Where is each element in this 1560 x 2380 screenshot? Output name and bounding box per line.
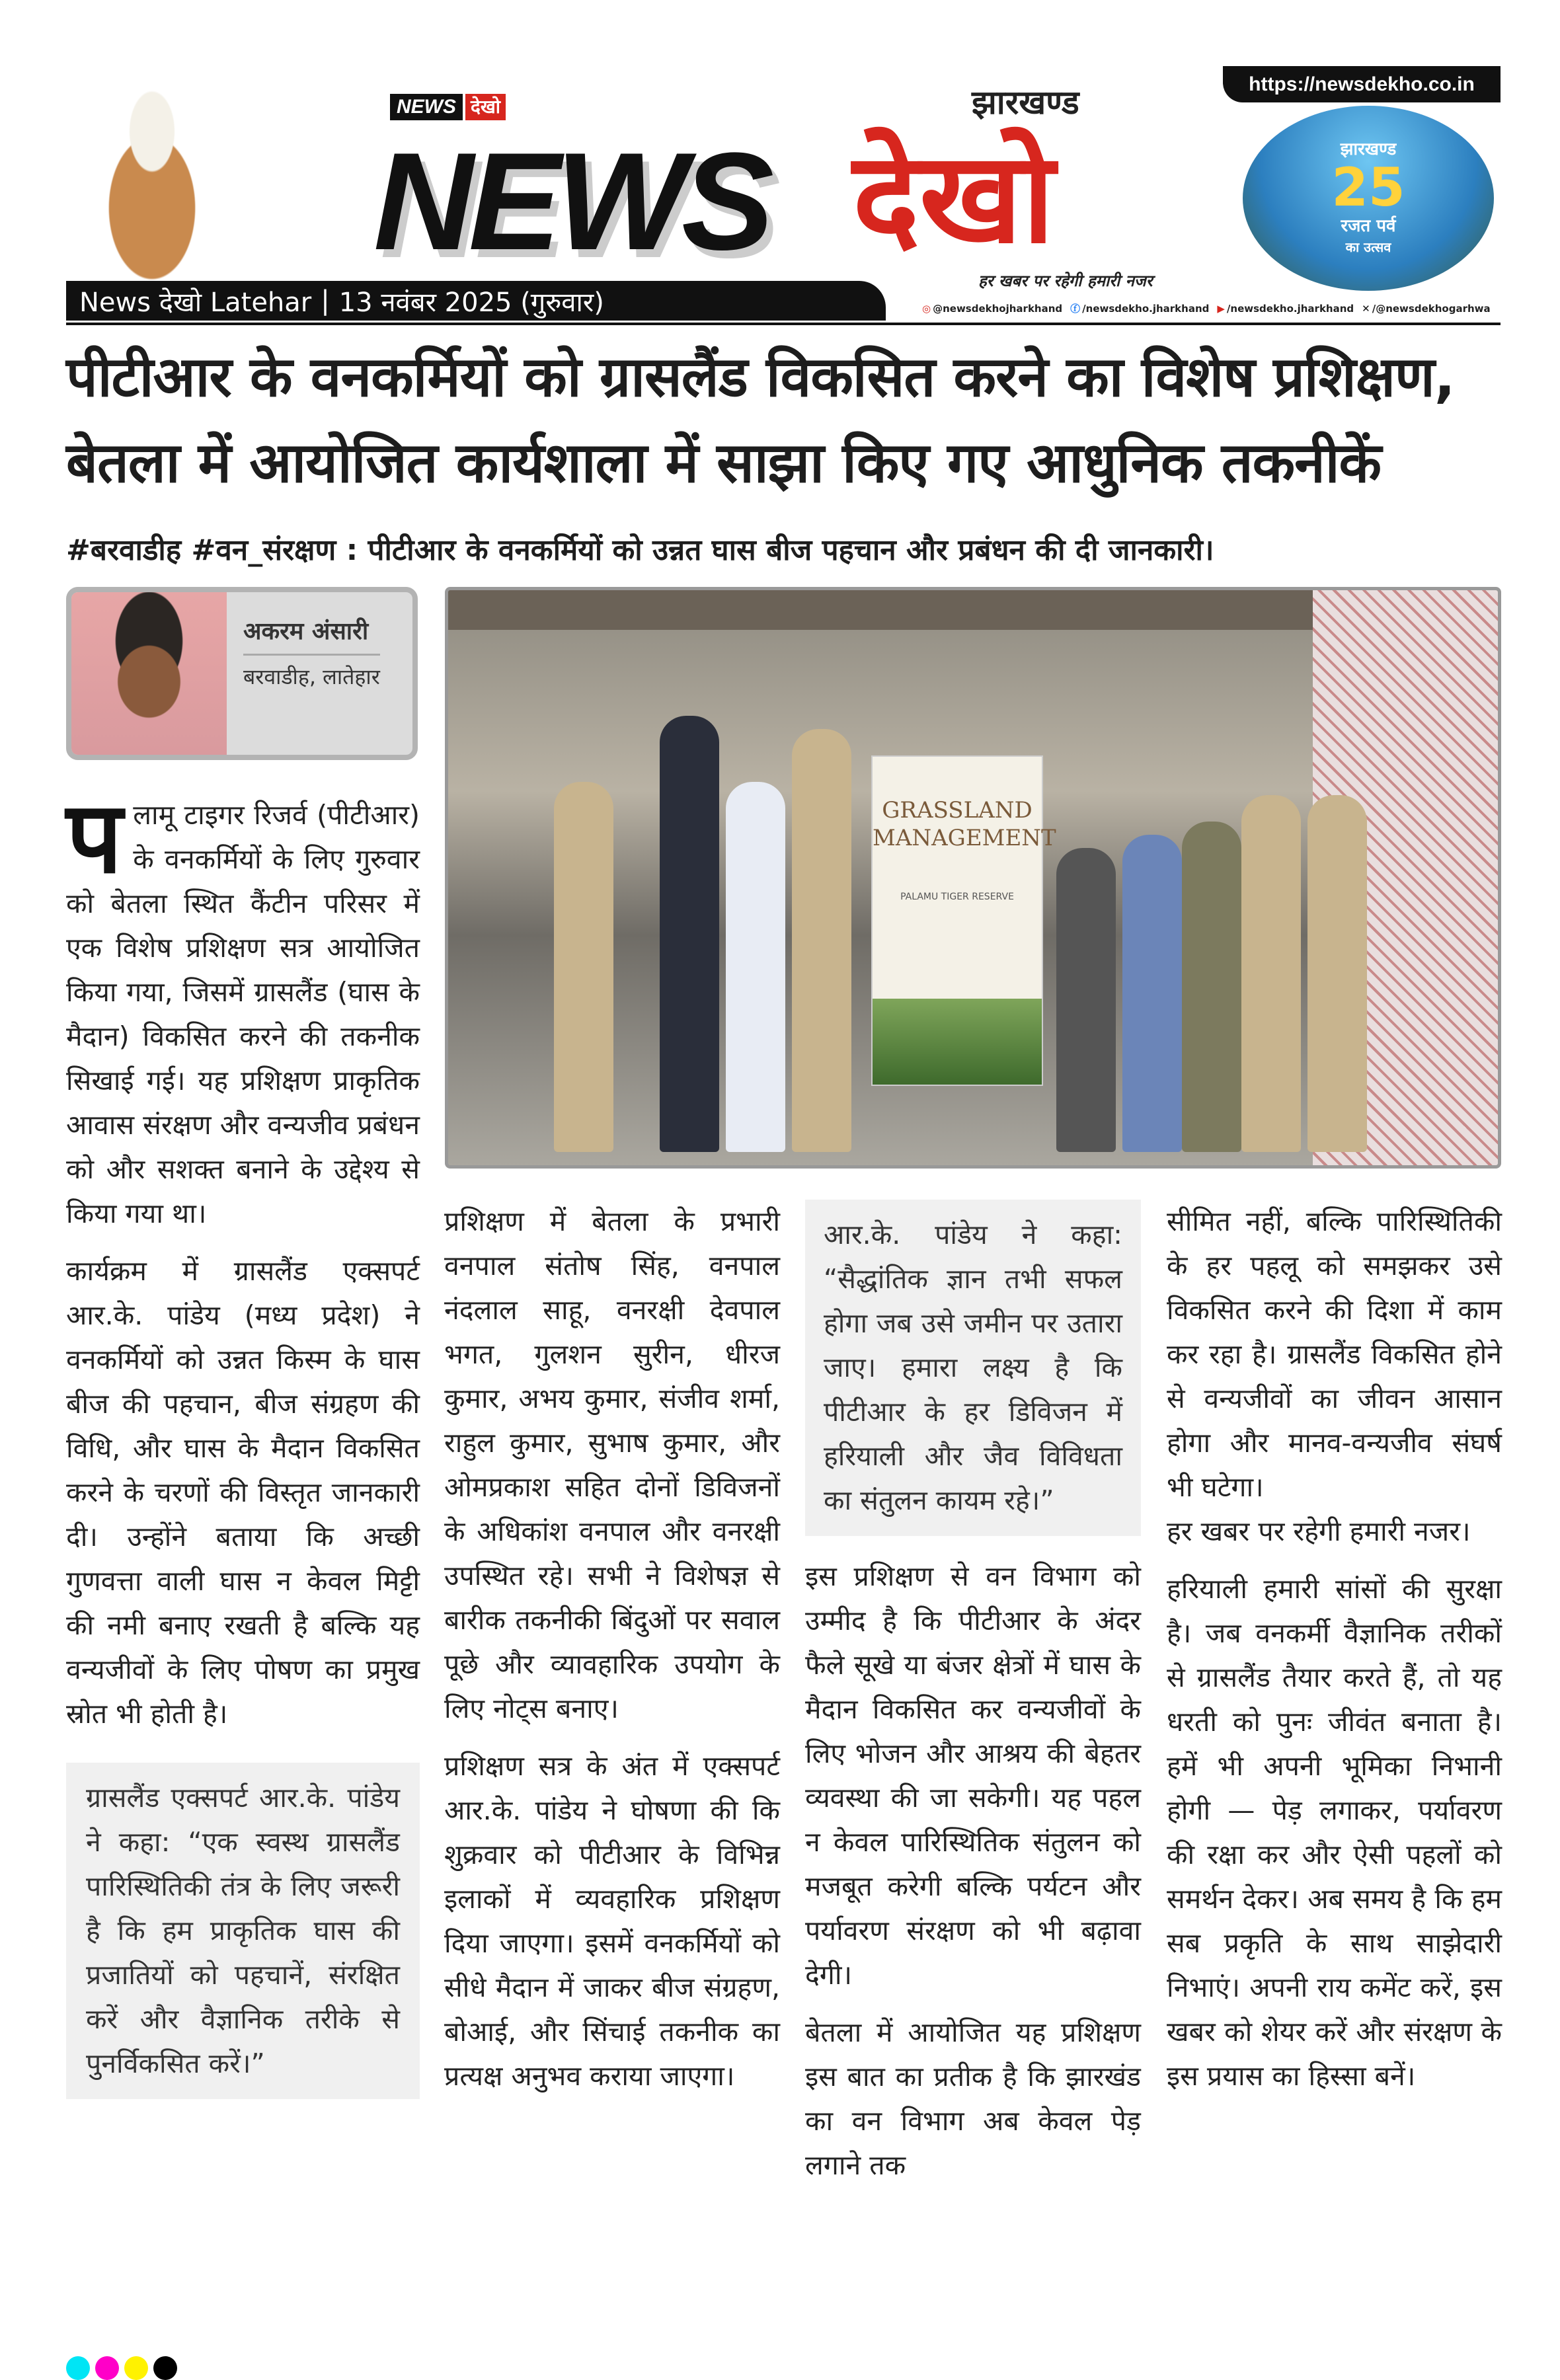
- social-instagram[interactable]: [922, 301, 1062, 317]
- pull-quote-2: आर.के. पांडेय ने कहा: “सैद्धांतिक ज्ञान तभी सफल होगा जब उसे जमीन पर उतारा जाए। हमारा लक्ष्य है कि पीटीआर के हर डिविजन में हरियाली और जैव विविधता का संतुलन कायम रहे।”: [805, 1200, 1141, 1536]
- youtube-icon: ▶: [1217, 303, 1225, 315]
- article-column-1: [66, 781, 420, 2099]
- pull-quote-1: ग्रासलैंड एक्सपर्ट आर.के. पांडेय ने कहा: “एक स्वस्थ ग्रासलैंड पारिस्थितिकी तंत्र के लिए जरूरी है कि हम प्राकृतिक घास की प्रजातियों को पहचानें, संरक्षित करें और वैज्ञानिक तरीके से पुनर्विकसित करें।”: [66, 1763, 420, 2099]
- reporter-avatar: [71, 592, 227, 755]
- reporter-location: बरवाडीह, लातेहार: [243, 664, 380, 689]
- paragraph: कार्यक्रम में ग्रासलैंड एक्सपर्ट आर.के. पांडेय (मध्य प्रदेश) ने वनकर्मियों को उन्नत किस्म के घास बीज की पहचान, बीज संग्रहण की विधि, और घास के मैदान विकसित करने के चरणों की विस्तृत जानकारी दी। उन्होंने बताया कि अच्छी गुणवत्ता वाली घास न केवल मिट्टी की नमी बनाए रखती है बल्कि यह वन्यजीवों के लिए पोषण का प्रमुख स्रोत भी होती है।: [66, 1255, 420, 1730]
- paragraph: बेतला में आयोजित यह प्रशिक्षण इस बात का प्रतीक है कि झारखंड का वन विभाग अब केवल पेड़ लगाने तक: [805, 2016, 1141, 2181]
- anniversary-badge: [1243, 106, 1494, 291]
- mini-logo: [390, 93, 506, 122]
- banner-title: GRASSLAND MANAGEMENT: [873, 797, 1056, 851]
- headline: [66, 334, 1507, 506]
- paragraph: लामू टाइगर रिजर्व (पीटीआर) के वनकर्मियों के लिए गुरुवार को बेतला स्थित कैंटीन परिसर में एक विशेष प्रशिक्षण सत्र आयोजित किया गया, जिसमें ग्रासलैंड (घास के मैदान) विकसित करने की तकनीक सिखाई गई। यह प्रशिक्षण प्राकृतिक आवास संरक्षण और वन्यजीव प्रबंधन को और सशक्त बनाने के उद्देश्य से किया गया था।: [66, 799, 420, 1229]
- masthead-rule: [66, 323, 1501, 325]
- paragraph: हर खबर पर रहेगी हमारी नजर।: [1167, 1516, 1471, 1547]
- x-icon: ✕: [1362, 303, 1370, 315]
- facebook-icon: ⓕ: [1070, 303, 1081, 315]
- paragraph: प्रशिक्षण सत्र के अंत में एक्सपर्ट आर.के. पांडेय ने घोषणा की कि शुक्रवार को पीटीआर के विभिन्न इलाकों में व्यवहारिक प्रशिक्षण दिया जाएगा। इसमें वनकर्मियों को सीधे मैदान में जाकर बीज संग्रहण, बोआई, और सिंचाई तकनीक का प्रत्यक्ष अनुभव कराया जाएगा।: [444, 1750, 780, 2092]
- edition-date-bar: [66, 281, 886, 321]
- mini-logo-dekho: देखो: [465, 94, 506, 120]
- article-column-4: [1167, 1200, 1502, 2112]
- byline-box: [66, 587, 418, 760]
- handle: @newsdekhojharkhand: [933, 303, 1063, 315]
- paragraph: इस प्रशिक्षण से वन विभाग को उम्मीद है कि पीटीआर के अंदर फैले सूखे या बंजर क्षेत्रों में घास के मैदान विकसित कर वन्यजीवों के लिए भोजन और आश्रय की बेहतर व्यवस्था की जा सकेगी। यह पहल न केवल पारिस्थितिक संतुलन को मजबूत करेगी बल्कि पर्यटन और पर्यावरण संरक्षण को भी बढ़ावा देगी।: [805, 1560, 1141, 1991]
- paragraph: सीमित नहीं, बल्कि पारिस्थितिकी के हर पहलू को समझकर उसे विकसित करने की दिशा में काम कर रहा है। ग्रासलैंड विकसित होने से वन्यजीवों का जीवन आसान होगा और मानव-वन्यजीव संघर्ष भी घटेगा।: [1167, 1206, 1502, 1503]
- tribal-hero-illustration: [66, 66, 238, 284]
- anniversary-sub: का उत्सव: [1345, 239, 1391, 255]
- website-url[interactable]: https://newsdekho.co.in: [1223, 66, 1501, 102]
- social-facebook[interactable]: [1070, 301, 1209, 317]
- paragraph: प्रशिक्षण में बेतला के प्रभारी वनपाल संतोष सिंह, वनपाल नंदलाल साहू, वनरक्षी देवपाल भगत, गुलशन सुरीन, धीरज कुमार, अभय कुमार, संजीव शर्मा, राहुल कुमार, सुभाष कुमार, और ओमप्रकाश सहित दोनों डिविजनों के अधिकांश वनपाल और वनरक्षी उपस्थित रहे। सभी ने विशेषज्ञ से बारीक तकनीकी बिंदुओं पर सवाल पूछे और व्यावहारिक उपयोग के लिए नोट्स बनाए।: [444, 1206, 780, 1724]
- paragraph: हरियाली हमारी सांसों की सुरक्षा है। जब वनकर्मी वैज्ञानिक तरीकों से ग्रासलैंड तैयार करते हैं, तो यह धरती को पुनः जीवंत बनाता है। हमें भी अपनी भूमिका निभानी होगी — पेड़ लगाकर, पर्यावरण की रक्षा कर और ऐसी पहलों को समर्थन देकर। अब समय है कि हम सब प्रकृति के साथ साझेदारी निभाएं। अपनी राय कमेंट करें, इस खबर को शेयर करें और संरक्षण के इस प्रयास का हिस्सा बनें।: [1167, 1573, 1502, 2092]
- anniversary-top: झारखण्ड: [1340, 139, 1397, 159]
- grassland-banner: [871, 755, 1056, 1086]
- instagram-icon: ◎: [922, 303, 931, 315]
- edition-date: 13 नवंबर 2025 (गुरुवार): [338, 287, 604, 318]
- mini-logo-news: NEWS: [390, 94, 463, 120]
- separator: |: [321, 286, 330, 316]
- article-column-3: [805, 1200, 1141, 2201]
- headline-line-1: पीटीआर के वनकर्मियों को ग्रासलैंड विकसित करने का विशेष प्रशिक्षण,: [66, 344, 1455, 409]
- article-column-2: [444, 1200, 780, 2112]
- reporter-name: अकरम अंसारी: [243, 615, 380, 656]
- subheadline: #बरवाडीह #वन_संरक्षण : पीटीआर के वनकर्मियों को उन्नत घास बीज पहचान और प्रबंधन की दी जानकारी।: [66, 533, 1214, 567]
- headline-line-2: बेतला में आयोजित कार्यशाला में साझा किए गए आधुनिक तकनीकें: [66, 430, 1382, 495]
- masthead-tagline: हर खबर पर रहेगी हमारी नजर: [978, 272, 1153, 290]
- article-photo: [445, 587, 1501, 1169]
- social-x[interactable]: [1362, 301, 1490, 317]
- handle: /@newsdekhogarhwa: [1372, 303, 1491, 315]
- anniversary-number: 25: [1331, 157, 1405, 218]
- handle: /newsdekho.jharkhand: [1082, 303, 1210, 315]
- social-handles: [922, 301, 1491, 317]
- handle: /newsdekho.jharkhand: [1226, 303, 1354, 315]
- social-youtube[interactable]: [1217, 301, 1354, 317]
- banner-subtitle: PALAMU TIGER RESERVE: [900, 892, 1014, 902]
- masthead-state: झारखण्ड: [972, 83, 1079, 122]
- masthead-news: NEWS: [373, 124, 769, 279]
- masthead-dekho: देखो: [853, 125, 1055, 271]
- anniversary-label: रजत पर्व: [1341, 216, 1396, 236]
- drop-cap: प: [66, 781, 123, 896]
- edition-name: News देखो Latehar: [79, 287, 312, 318]
